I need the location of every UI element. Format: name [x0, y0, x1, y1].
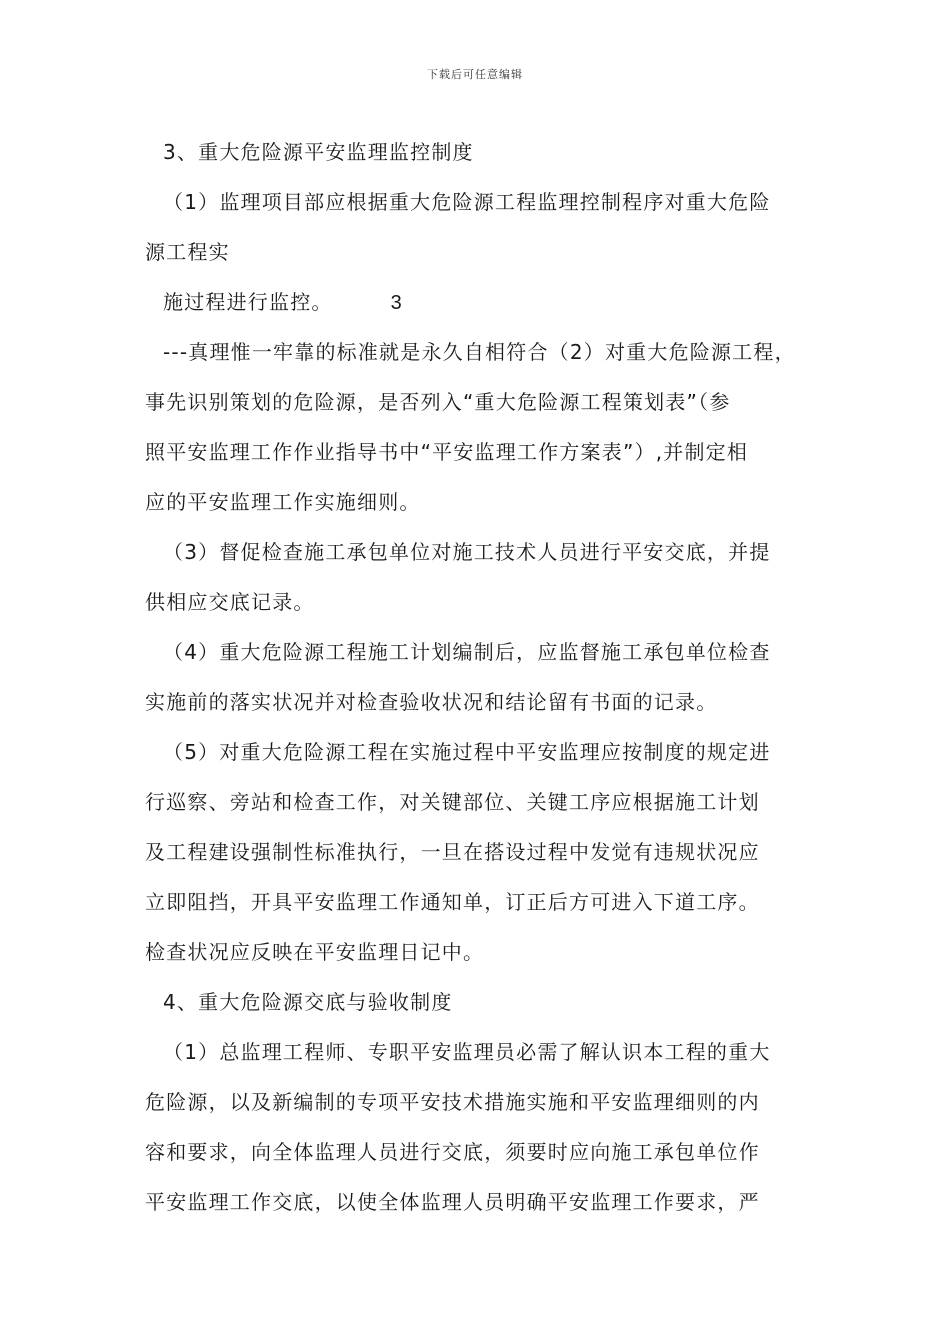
paragraph-line: 应的平安监理工作实施细则。: [145, 490, 421, 514]
paragraph-line: （4）重大危险源工程施工计划编制后，应监督施工承包单位检查: [163, 640, 771, 664]
paragraph-line: 事先识别策划的危险源，是否列入“重大危险源工程策划表”（参: [145, 390, 731, 414]
paragraph-line: （1）总监理工程师、专职平安监理员必需了解认识本工程的重大: [163, 1040, 771, 1064]
paragraph-line: 立即阻挡，开具平安监理工作通知单，订正后方可进入下道工序。: [145, 890, 760, 914]
paragraph-line: 实施前的落实状况并对检查验收状况和结论留有书面的记录。: [145, 690, 718, 714]
paragraph-line: 及工程建设强制性标准执行，一旦在搭设过程中发觉有违规状况应: [145, 840, 760, 864]
section-heading-4: 4、重大危险源交底与验收制度: [163, 990, 453, 1014]
paragraph-line: 平安监理工作交底，以使全体监理人员明确平安监理工作要求，严: [145, 1190, 760, 1214]
paragraph-line: （3）督促检查施工承包单位对施工技术人员进行平安交底，并提: [163, 540, 771, 564]
page-number: 3: [390, 292, 403, 314]
paragraph-line: 供相应交底记录。: [145, 590, 315, 614]
paragraph-line: 照平安监理工作作业指导书中“平安监理工作方案表”）,并制定相: [145, 440, 749, 464]
page-header-note: 下载后可任意编辑: [427, 68, 523, 81]
paragraph-line: 容和要求，向全体监理人员进行交底，须要时应向施工承包单位作: [145, 1140, 760, 1164]
paragraph-line: 危险源，以及新编制的专项平安技术措施实施和平安监理细则的内: [145, 1090, 760, 1114]
paragraph-line: 行巡察、旁站和检查工作，对关键部位、关键工序应根据施工计划: [145, 790, 760, 814]
paragraph-text: 施过程进行监控。: [163, 290, 333, 314]
paragraph-line: （5）对重大危险源工程在实施过程中平安监理应按制度的规定进: [163, 740, 771, 764]
paragraph-line: 检查状况应反映在平安监理日记中。: [145, 940, 485, 964]
quote-line: ---真理惟一牢靠的标准就是永久自相符合（2）对重大危险源工程，: [163, 340, 796, 364]
paragraph-line: （1）监理项目部应根据重大危险源工程监理控制程序对重大危险: [163, 190, 771, 214]
document-body: [145, 127, 815, 1227]
paragraph-line: 源工程实: [145, 240, 230, 264]
section-heading-3: 3、重大危险源平安监理监控制度: [163, 140, 474, 164]
paragraph-line-with-page-number: [145, 277, 815, 327]
